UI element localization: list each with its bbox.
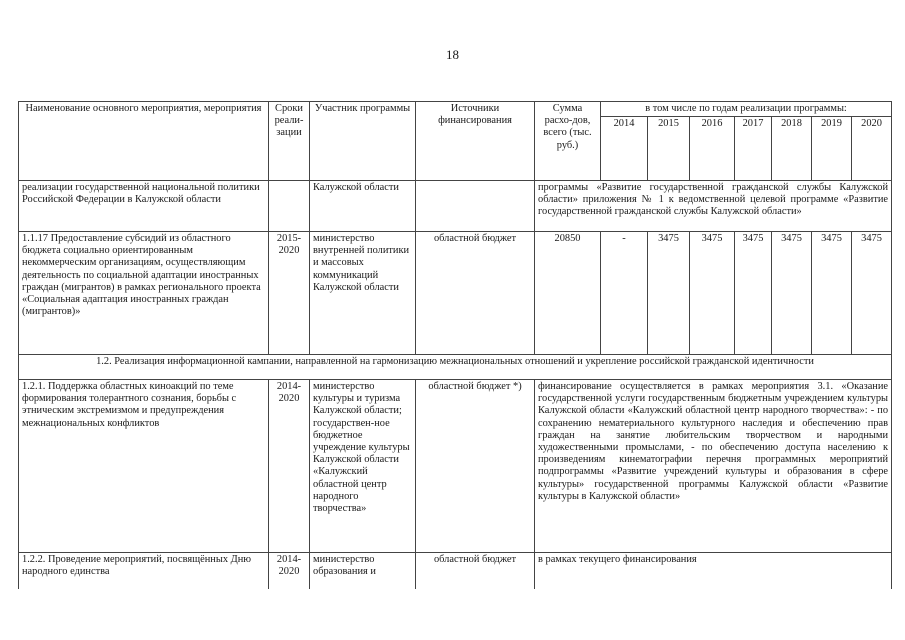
section-1-2-row — [19, 355, 892, 380]
year-2020: 2020 — [852, 117, 892, 181]
year-2014: 2014 — [601, 117, 648, 181]
header-participant: Участник программы — [310, 102, 416, 181]
r122-source: областной бюджет — [416, 553, 535, 590]
header-name: Наименование основного мероприятия, мероприятия — [19, 102, 269, 181]
year-2018: 2018 — [772, 117, 812, 181]
table-row-1-2-2 — [19, 553, 892, 590]
cont-source — [416, 181, 535, 232]
r121-name: 1.2.1. Поддержка областных киноакций по теме формирования толерантного сознания, борьбы с этническим экстремизмом и предупреждения межнациональных конфликтов — [19, 380, 269, 553]
r122-name: 1.2.2. Проведение мероприятий, посвящённых Дню народного единства — [19, 553, 269, 590]
r1117-terms: 2015-2020 — [269, 232, 310, 355]
r122-note: в рамках текущего финансирования — [535, 553, 892, 590]
year-2017: 2017 — [735, 117, 772, 181]
r122-participant: министерство образования и — [310, 553, 416, 590]
r1117-total: 20850 — [535, 232, 601, 355]
r121-terms: 2014-2020 — [269, 380, 310, 553]
year-2016: 2016 — [690, 117, 735, 181]
r1117-2015: 3475 — [648, 232, 690, 355]
header-sources: Источники финансирования — [416, 102, 535, 181]
r1117-2019: 3475 — [812, 232, 852, 355]
r121-note: финансирование осуществляется в рамках мероприятия 3.1. «Оказание государственной услуги государственным бюджетным учреждением культуры Калужской области «Калужский областной центр народного творчества»: - по сохранению нематериального культурного наследия и обеспечению прав граждан на занятие любительским творчеством и народными художественными промыслами, - по обеспечению доступа населению к произведениям кинематографии перечня программных мероприятий подпрограммы «Развитие учреждений культуры и образования в сфере культуры» государственной программы Калужской области «Развитие культуры в Калужской области» — [535, 380, 892, 553]
table-row-1-2-1 — [19, 380, 892, 553]
cont-terms — [269, 181, 310, 232]
r121-source: областной бюджет *) — [416, 380, 535, 553]
cont-note: программы «Развитие государственной гражданской службы Калужской области» приложения № 1 к ведомственной целевой программе «Развитие государственной гражданской службы Калужской области» — [535, 181, 892, 232]
header-row — [19, 102, 892, 117]
r1117-2020: 3475 — [852, 232, 892, 355]
r122-terms: 2014-2020 — [269, 553, 310, 590]
header-total: Сумма расхо-дов, всего (тыс. руб.) — [535, 102, 601, 181]
page-number: 18 — [446, 47, 459, 62]
program-table — [18, 101, 892, 589]
r1117-participant: министерство внутренней политики и массовых коммуникаций Калужской области — [310, 232, 416, 355]
year-2019: 2019 — [812, 117, 852, 181]
r1117-source: областной бюджет — [416, 232, 535, 355]
r121-participant: министерство культуры и туризма Калужской области; государствен-ное бюджетное учреждение культуры Калужской области «Калужский областной центр народного творчества» — [310, 380, 416, 553]
cont-name: реализации государственной национальной политики Российской Федерации в Калужской области — [19, 181, 269, 232]
header-terms: Сроки реали-зации — [269, 102, 310, 181]
section-1-2-title: 1.2. Реализация информационной кампании, направленной на гармонизацию межнациональных отношений и укрепление российской гражданской идентичности — [19, 355, 892, 380]
header-years-group: в том числе по годам реализации программы: — [601, 102, 892, 117]
r1117-2017: 3475 — [735, 232, 772, 355]
r1117-2018: 3475 — [772, 232, 812, 355]
cont-participant: Калужской области — [310, 181, 416, 232]
table-row-continued — [19, 181, 892, 232]
year-2015: 2015 — [648, 117, 690, 181]
r1117-2016: 3475 — [690, 232, 735, 355]
table-row-1-1-17 — [19, 232, 892, 355]
r1117-name: 1.1.17 Предоставление субсидий из областного бюджета социально ориентированным некоммерческим организациям, осуществляющим деятельность по социальной адаптации иностранных граждан (мигрантов) в рамках регионального проекта «Социальная адаптация иностранных граждан (мигрантов)» — [19, 232, 269, 355]
r1117-2014: - — [601, 232, 648, 355]
